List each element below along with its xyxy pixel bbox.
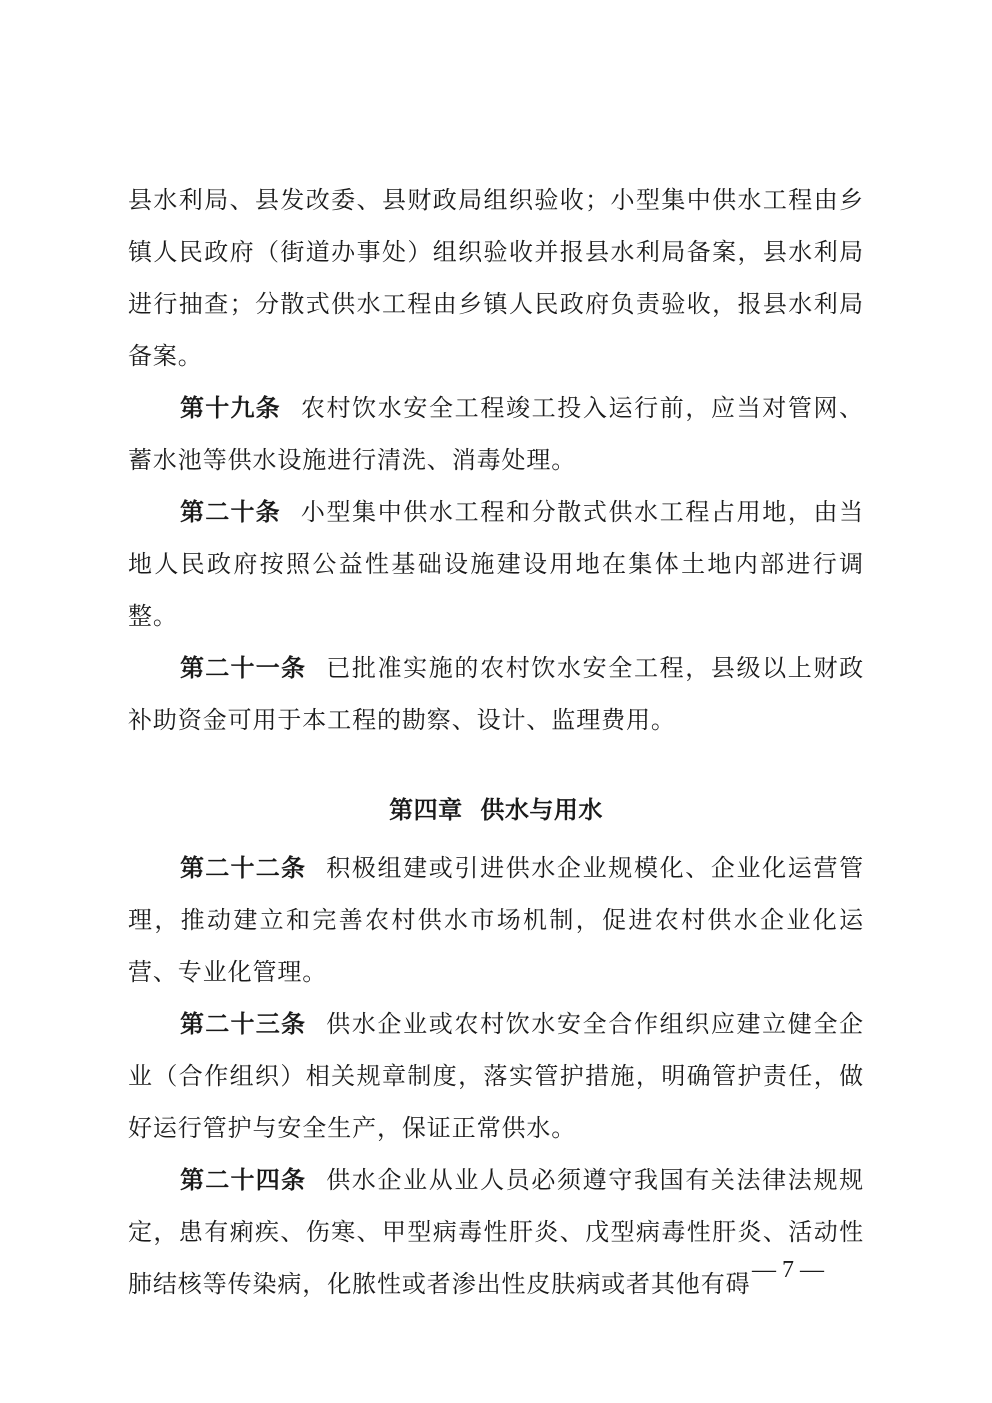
article-24 [128,1154,864,1310]
paragraph-continuation [128,174,864,382]
body-text [128,174,864,1310]
article-text: 供水企业或农村饮水安全合作组织应建立健全企业（合作组织）相关规章制度，落实管护措施，明确管护责任，做好运行管护与安全生产，保证正常供水。 [128,1010,864,1142]
article-number: 第十九条 [180,394,281,422]
article-number: 第二十一条 [180,654,307,682]
article-23 [128,998,864,1154]
article-text: 农村饮水安全工程竣工投入运行前，应当对管网、蓄水池等供水设施进行清洗、消毒处理。 [128,394,864,474]
article-22 [128,842,864,998]
article-number: 第二十三条 [180,1010,307,1038]
article-text: 已批准实施的农村饮水安全工程，县级以上财政补助资金可用于本工程的勘察、设计、监理费用。 [128,654,864,734]
article-19 [128,382,864,486]
article-number: 第二十条 [180,498,281,526]
article-20 [128,486,864,642]
chapter-heading: 第四章 供水与用水 [389,796,603,824]
paragraph-text: 县水利局、县发改委、县财政局组织验收；小型集中供水工程由乡镇人民政府（街道办事处）组织验收并报县水利局备案，县水利局进行抽查；分散式供水工程由乡镇人民政府负责验收，报县水利局备案。 [128,186,864,370]
article-text: 小型集中供水工程和分散式供水工程占用地，由当地人民政府按照公益性基础设施建设用地在集体土地内部进行调整。 [128,498,864,630]
page-number: — 7 — [752,1257,824,1283]
article-number: 第二十四条 [180,1166,307,1194]
article-text: 供水企业从业人员必须遵守我国有关法律法规规定，患有痢疾、伤寒、甲型病毒性肝炎、戊型病毒性肝炎、活动性肺结核等传染病，化脓性或者渗出性皮肤病或者其他有碍 [128,1166,864,1298]
article-number: 第二十二条 [180,854,307,882]
article-text: 积极组建或引进供水企业规模化、企业化运营管理，推动建立和完善农村供水市场机制，促进农村供水企业化运营、专业化管理。 [128,854,864,986]
article-21 [128,642,864,746]
